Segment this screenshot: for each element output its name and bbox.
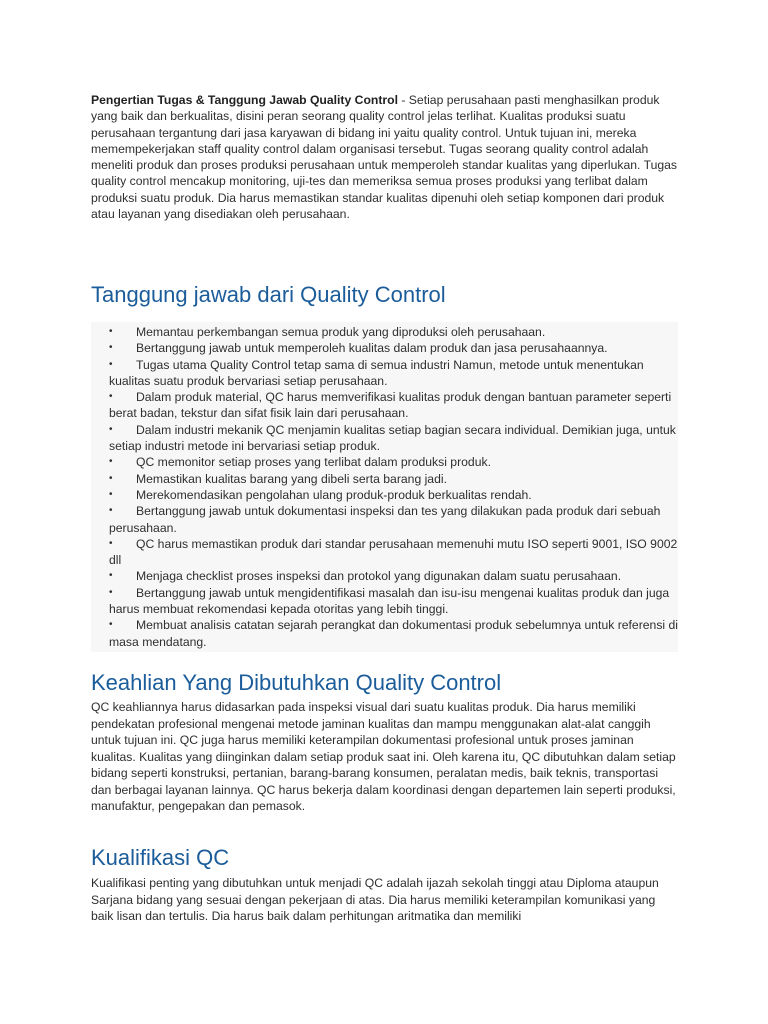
bullet-icon: • (109, 423, 113, 435)
list-item-text: Dalam industri mekanik QC menjamin kualitas setiap bagian secara individual. Demikian juga, untuk setiap industri metode ini bervariasi setiap produk. (109, 422, 676, 454)
bullet-icon: • (109, 456, 113, 468)
bullet-icon: • (109, 391, 113, 403)
bullet-icon: • (109, 505, 113, 517)
list-item (91, 536, 678, 569)
list-item (91, 340, 678, 356)
bullet-icon: • (109, 472, 113, 484)
bullet-icon: • (109, 358, 113, 370)
list-item (91, 503, 678, 536)
responsibility-list-box (91, 322, 678, 652)
bullet-icon: • (109, 488, 113, 500)
bullet-icon: • (109, 537, 113, 549)
list-item (91, 568, 678, 584)
heading-tanggung-jawab: Tanggung jawab dari Quality Control (91, 282, 446, 307)
bullet-icon: • (109, 619, 113, 631)
list-item-text: Merekomendasikan pengolahan ulang produk-produk berkualitas rendah. (136, 487, 532, 502)
intro-paragraph (91, 92, 681, 222)
intro-bold-title: Pengertian Tugas & Tanggung Jawab Quality Control (91, 93, 398, 107)
list-item (91, 422, 678, 455)
list-item-text: QC memonitor setiap proses yang terlibat dalam produksi produk. (136, 455, 491, 470)
heading-kualifikasi: Kualifikasi QC (91, 845, 230, 870)
intro-text: - Setiap perusahaan pasti menghasilkan produk yang baik dan berkualitas, disini peran seorang quality control jelas terlihat. Kualitas produksi suatu perusahaan tergantung dari jasa karyawan di bidang ini yaitu quality control. Untuk tujuan ini, mereka memempekerjakan staff quality control dalam organisasi tersebut. Tugas seorang quality control adalah meneliti produk dan proses produksi perusahaan untuk memperoleh standar kualitas yang diperlukan. Tugas quality control mencakup monitoring, uji-tes dan memeriksa semua proses produksi yang terlibat dalam produksi suatu produk. Dia harus memastikan standar kualitas dipenuhi oleh setiap komponen dari produk atau layanan yang disediakan oleh perusahaan. (91, 93, 678, 222)
bullet-icon: • (109, 570, 113, 582)
list-item (91, 357, 678, 390)
bullet-icon: • (109, 342, 113, 354)
bullet-icon: • (109, 326, 113, 337)
list-item (91, 487, 678, 503)
list-item-text: Tugas utama Quality Control tetap sama di semua industri Namun, metode untuk menentukan kualitas suatu produk bervariasi setiap perusahaan. (109, 357, 644, 388)
kualifikasi-paragraph: Kualifikasi penting yang dibutuhkan untuk menjadi QC adalah ijazah sekolah tinggi atau Diploma ataupun Sarjana bidang yang sesuai dengan pekerjaan di atas. Dia harus memiliki keterampilan komunikasi yang baik lisan dan tertulis. Dia harus baik dalam perhitungan aritmatika dan memiliki (91, 876, 659, 923)
list-item-text: Bertanggung jawab untuk mengidentifikasi masalah dan isu-isu mengenai kualitas produk dan juga harus membuat rekomendasi kepada otoritas yang lebih tinggi. (109, 585, 670, 617)
responsibility-list (91, 322, 678, 650)
keahlian-paragraph: QC keahliannya harus didasarkan pada inspeksi visual dari suatu kualitas produk. Dia harus memiliki pendekatan profesional mengenai metode jaminan kualitas dan mampu menggunakan alat-alat canggih untuk tujuan ini. QC juga harus memiliki keterampilan dokumentasi profesional untuk proses jaminan kualitas. Kualitas yang diinginkan dalam setiap produk saat ini. Oleh karena itu, QC dibutuhkan dalam setiap bidang seperti konstruksi, pertanian, barang-barang konsumen, peralatan medis, baik teknis, transportasi dan berbagai layanan lainnya. QC harus bekerja dalam koordinasi dengan departemen lain seperti produksi, manufaktur, pengepakan dan pemasok. (91, 700, 676, 813)
list-item-text: Menjaga checklist proses inspeksi dan protokol yang digunakan dalam suatu perusahaan. (136, 569, 622, 584)
list-item-text: Membuat analisis catatan sejarah perangkat dan dokumentasi produk sebelumnya untuk referensi di masa mendatang. (109, 618, 678, 649)
list-item (91, 389, 678, 422)
list-item (91, 585, 678, 618)
list-item (91, 454, 678, 470)
list-item (91, 471, 678, 487)
list-item (91, 617, 678, 650)
list-item-text: Memastikan kualitas barang yang dibeli serta barang jadi. (136, 471, 447, 486)
heading-keahlian: Keahlian Yang Dibutuhkan Quality Control (91, 670, 502, 695)
list-item-text: Bertanggung jawab untuk dokumentasi inspeksi dan tes yang dilakukan pada produk dari sebuah perusahaan. (109, 504, 661, 535)
bullet-icon: • (109, 586, 113, 598)
list-item-text: Dalam produk material, QC harus memverifikasi kualitas produk dengan bantuan parameter seperti berat badan, tekstur dan sifat fisik lain dari perusahaan. (109, 390, 672, 421)
list-item-text: Memantau perkembangan semua produk yang diproduksi oleh perusahaan. (136, 325, 546, 339)
list-item-text: QC harus memastikan produk dari standar perusahaan memenuhi mutu ISO seperti 9001, ISO 9002 dll (109, 536, 678, 568)
list-item-text: Bertanggung jawab untuk memperoleh kualitas dalam produk dan jasa perusahaannya. (136, 341, 608, 356)
list-item (91, 324, 678, 340)
